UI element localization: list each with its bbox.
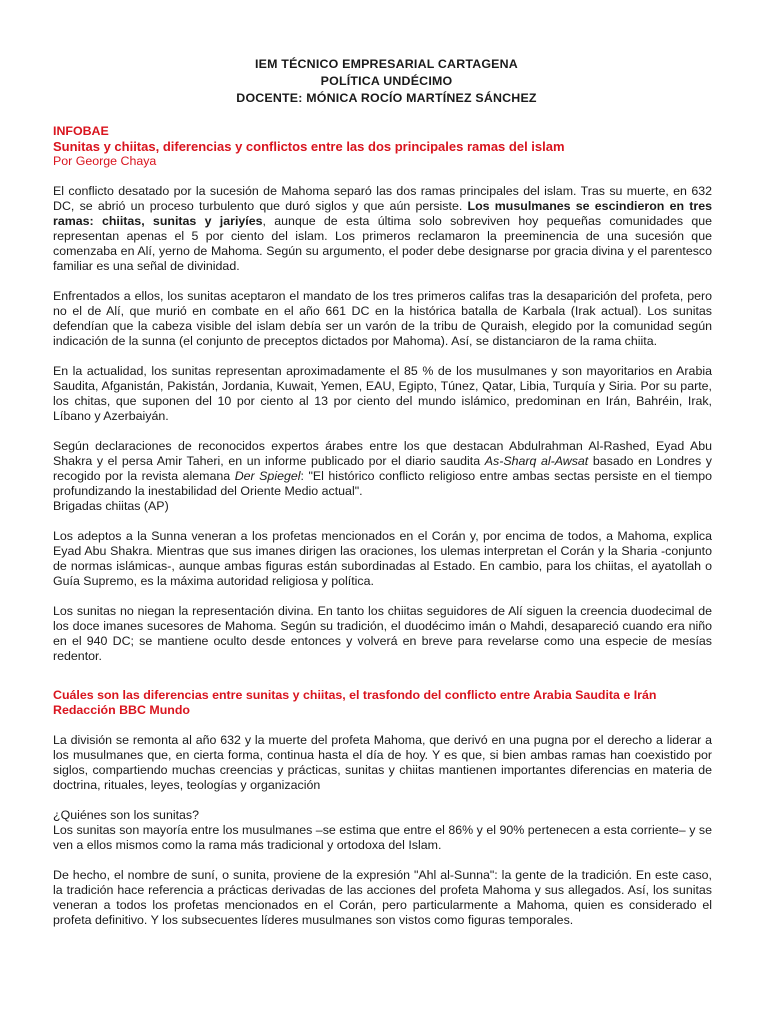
article-source: INFOBAE bbox=[53, 124, 109, 138]
course-name: POLÍTICA UNDÉCIMO bbox=[320, 74, 453, 88]
paragraph: De hecho, el nombre de suní, o sunita, proviene de la expresión "Ahl al-Sunna": la gente de la tradición. En este caso, la tradición hace referencia a prácticas derivadas de las acciones del profeta Mahoma y sus allegados. Así, los sunitas veneran a todos los profetas mencionados en el Corán, pero particularmente a Mahoma, quien es considerado el profeta definitivo. Y los subsecuentes líderes musulmanes son vistos como figuras temporales. bbox=[53, 868, 712, 927]
magazine-name: Der Spiegel bbox=[234, 469, 301, 483]
article-author: Por George Chaya bbox=[53, 154, 157, 168]
article-title: Cuáles son las diferencias entre sunitas y chiitas, el trasfondo del conflicto entre Arabia Saudita e Irán bbox=[53, 688, 657, 702]
article-title: Sunitas y chiitas, diferencias y conflictos entre las dos principales ramas del islam bbox=[53, 139, 565, 154]
school-name: IEM TÉCNICO EMPRESARIAL CARTAGENA bbox=[255, 57, 518, 71]
paragraph: En la actualidad, los sunitas representan aproximadamente el 85 % de los musulmanes y son mayoritarios en Arabia Saudita, Afganistán, Pakistán, Jordania, Kuwait, Yemen, EAU, Egipto, Túnez, Qatar, Libia, Turquía y Siria. Por su parte, los chitas, que suponen del 10 por ciento al 13 por ciento del mundo islámico, predominan en Irán, Bahréin, Irak, Líbano y Azerbaiyán. bbox=[53, 364, 712, 423]
paragraph: Enfrentados a ellos, los sunitas aceptaron el mandato de los tres primeros califas tras la desaparición del profeta, pero no el de Alí, que murió en combate en el año 661 DC en la histórica batalla de Karbala (Irak actual). Los sunitas defendían que la cabeza visible del islam debía ser un varón de la tribu de Quraish, elegido por la comunidad según indicación de la sunna (el conjunto de preceptos dictados por Mahoma). Así, se distanciaron de la rama chiita. bbox=[53, 289, 712, 348]
highlighted-text: Los musulmanes se escindieron en tres ramas: chiitas, sunitas y jariyíes bbox=[53, 199, 712, 228]
teacher-name: DOCENTE: MÓNICA ROCÍO MARTÍNEZ SÁNCHEZ bbox=[236, 91, 537, 105]
paragraph: Según declaraciones de reconocidos expertos árabes entre los que destacan Abdulrahman Al-Rashed, Eyad Abu Shakra y el persa Amir Taheri, en un informe publicado por el diario saudita As-Sharq al-Awsat basado en Londres y recogido por la revista alemana Der Spiegel: "El histórico conflicto religioso entre ambas sectas persiste en el tiempo profundizando la inestabilidad del Oriente Medio actual". bbox=[53, 439, 713, 498]
article-infobae bbox=[53, 124, 712, 664]
paragraph: Los sunitas son mayoría entre los musulmanes –se estima que entre el 86% y el 90% pertenecen a esta corriente– y se ven a ellos mismos como la rama más tradicional y ortodoxa del Islam. bbox=[53, 823, 712, 852]
paragraph: Los sunitas no niegan la representación divina. En tanto los chiitas seguidores de Alí siguen la creencia duodecimal de los doce imanes sucesores de Mahoma. Según su tradición, el duodécimo imán o Mahdi, desapareció cuando era niño en el 940 DC; se mantiene oculto desde entonces y volverá en breve para revelarse como una especie de mesías redentor. bbox=[53, 604, 712, 663]
paragraph: Los adeptos a la Sunna veneran a los profetas mencionados en el Corán y, por encima de todos, a Mahoma, explica Eyad Abu Shakra. Mientras que sus imanes dirigen las oraciones, los ulemas interpretan el Corán y la Sharia -conjunto de normas islámicas-, aunque ambas figuras están subordinadas al Estado. En cambio, para los chiitas, el ayatollah o Guía Supremo, es la máxima autoridad religiosa y política. bbox=[53, 529, 712, 588]
newspaper-name: As-Sharq al-Awsat bbox=[484, 454, 589, 468]
image-caption: Brigadas chiitas (AP) bbox=[53, 499, 169, 513]
section-question: ¿Quiénes son los sunitas? bbox=[53, 808, 200, 822]
article-bbc bbox=[53, 688, 712, 928]
document-header bbox=[61, 56, 712, 107]
paragraph: El conflicto desatado por la sucesión de Mahoma separó las dos ramas principales del islam. Tras su muerte, en 632 DC, se abrió un proceso turbulento que duró siglos y que aún persiste. Los musulmanes se escindieron en tres ramas: chiitas, sunitas y jariyíes, aunque de esta última solo sobreviven hoy pequeñas comunidades que representan apenas el 5 por ciento del islam. Los primeros reclamaron la preeminencia de una sucesión que comenzaba en Alí, yerno de Mahoma. Según su argumento, el poder debe designarse por gracia divina y el parentesco familiar es una señal de divinidad. bbox=[53, 184, 713, 273]
article-source: Redacción BBC Mundo bbox=[53, 703, 190, 717]
paragraph: La división se remonta al año 632 y la muerte del profeta Mahoma, que derivó en una pugna por el derecho a liderar a los musulmanes que, en cierta forma, continua hasta el día de hoy. Y es que, si bien ambas ramas han coexistido por siglos, compartiendo muchas creencias y prácticas, sunitas y chiitas mantienen importantes diferencias en materia de doctrina, rituales, leyes, teologías y organización bbox=[53, 733, 712, 792]
